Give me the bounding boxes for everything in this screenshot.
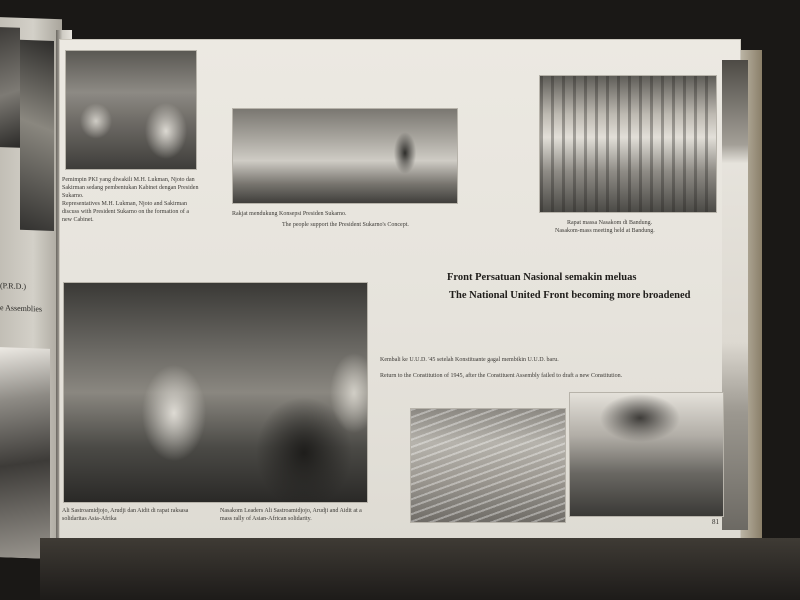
caption-rally-id: Rakjat mendukung Konsepsi Presiden Sukarno. xyxy=(232,211,347,217)
photo-assembly-crowd xyxy=(410,408,566,523)
photo-banner-street xyxy=(569,392,724,517)
headline-indonesian: Front Persatuan Nasional semakin meluas xyxy=(447,272,637,283)
photo-cabinet-meeting xyxy=(65,50,197,170)
caption-constitution-id: Kembali ke U.U.D. '45 setelah Konstituante gagal membikin U.U.D. baru. xyxy=(380,357,559,363)
photo-rally-sukarno-portrait xyxy=(232,108,458,204)
left-page-photo xyxy=(0,27,20,148)
caption-leaders-en: Nasakom Leaders Ali Sastroamidjojo, Arudji and Aidit at a mass rally of Asian-African solidarity. xyxy=(220,508,362,522)
headline-english: The National United Front becoming more broadened xyxy=(449,290,691,301)
caption-cabinet-id: Pemimpin PKI yang diwakili M.H. Lukman, Njoto dan Sakirman sedang pembentukan Kabinet dengan Presiden Sukarno. xyxy=(62,177,199,199)
left-page-photo xyxy=(20,40,54,231)
caption-rally-en: The people support the President Sukarno's Concept. xyxy=(282,222,409,228)
caption-leaders-id: Ali Sastroamidjojo, Arudji dan Aidit di rapat raksasa solidaritas Asia-Afrika xyxy=(62,508,189,522)
left-page xyxy=(0,17,62,560)
photo-leaders-rally xyxy=(63,282,368,503)
caption-cabinet-en: Representatives M.H. Lukman, Njoto and Sakirman discuss with President Sukarno on the formation of a new Cabinet. xyxy=(62,201,189,223)
left-page-fragment: e Assemblies xyxy=(0,303,42,314)
left-page-text xyxy=(0,275,42,320)
page-number: 81 xyxy=(712,518,719,526)
caption-bandung-en: Nasakom-mass meeting held at Bandung. xyxy=(555,228,655,234)
book-cover-edge xyxy=(40,538,800,600)
caption-bandung-id: Rapat massa Nasakom di Bandung. xyxy=(567,220,653,226)
next-page-strip xyxy=(722,60,748,530)
caption-constitution-en: Return to the Constitution of 1945, after the Constituent Assembly failed to draft a new Constitution. xyxy=(380,373,623,379)
left-page-fragment: (P.R.D.) xyxy=(0,281,27,292)
left-page-photo xyxy=(0,347,50,559)
photo-bandung-mass-meeting xyxy=(539,75,717,213)
